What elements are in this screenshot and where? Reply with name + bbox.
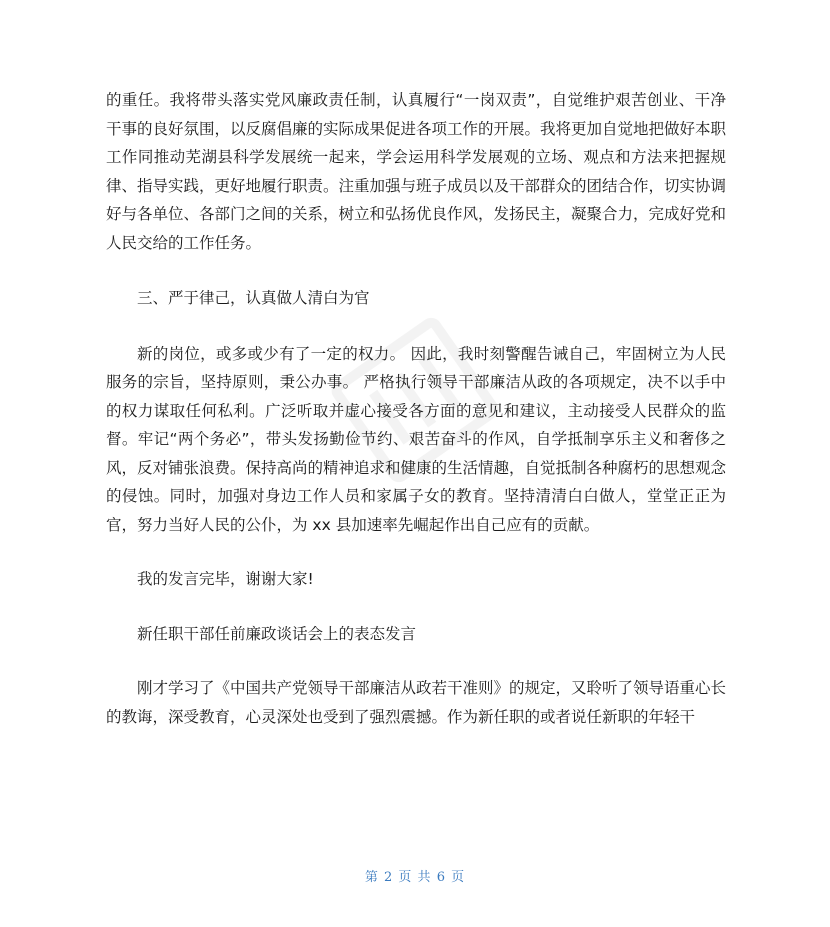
document-body [106, 86, 726, 731]
paragraph-text: 刚才学习了《中国共产党领导干部廉洁从政若干准则》的规定，又聆听了领导语重心长的教诲，深受教育，心灵深处也受到了强烈震撼。作为新任职的或者说任新职的年轻干 [106, 679, 727, 726]
paragraph-indent [106, 340, 726, 540]
paragraph-continuation: 的重任。我将带头落实党风廉政责任制，认真履行“一岗双责”，自觉维护艰苦创业、干净干事的良好氛围，以反腐倡廉的实际成果促进各项工作的开展。我将更加自觉地把做好本职工作同推动芜湖县科学发展统一起来，学会运用科学发展观的立场、观点和方法来把握规律、指导实践，更好地履行职责。注重加强与班子成员以及干部群众的团结合作，切实协调好与各单位、各部门之间的关系，树立和弘扬优良作风，发扬民主，凝聚合力，完成好党和人民交给的工作任务。 [106, 91, 727, 252]
speech-title: 新任职干部任前廉政谈话会上的表态发言 [137, 624, 417, 643]
page-number: 第 2 页 共 6 页 [364, 870, 466, 885]
paragraph-text: 新的岗位，或多或少有了一定的权力。 因此，我时刻警醒告诫自己，牢固树立为人民服务的宗旨，坚持原则，秉公办事。 严格执行领导干部廉洁从政的各项规定，决不以手中的权力谋取任何私利。广泛听取并虚心接受各方面的意见和建议，主动接受人民群众的监督。牢记“两个务必”，带头发扬勤俭节约、艰苦奋斗的作风，自学抵制享乐主义和奢侈之风，反对铺张浪费。保持高尚的精神追求和健康的生活情趣，自觉抵制各种腐朽的思想观念的侵蚀。同时，加强对身边工作人员和家属子女的教育。坚持清清白白做人，堂堂正正为官，努力当好人民的公仆，为 xx 县加速率先崛起作出自己应有的贡献。 [106, 344, 727, 534]
closing-line: 我的发言完毕，谢谢大家! [137, 570, 314, 588]
paragraph-opening [106, 674, 726, 731]
section-heading: 三、严于律己，认真做人清白为官 [137, 289, 370, 307]
